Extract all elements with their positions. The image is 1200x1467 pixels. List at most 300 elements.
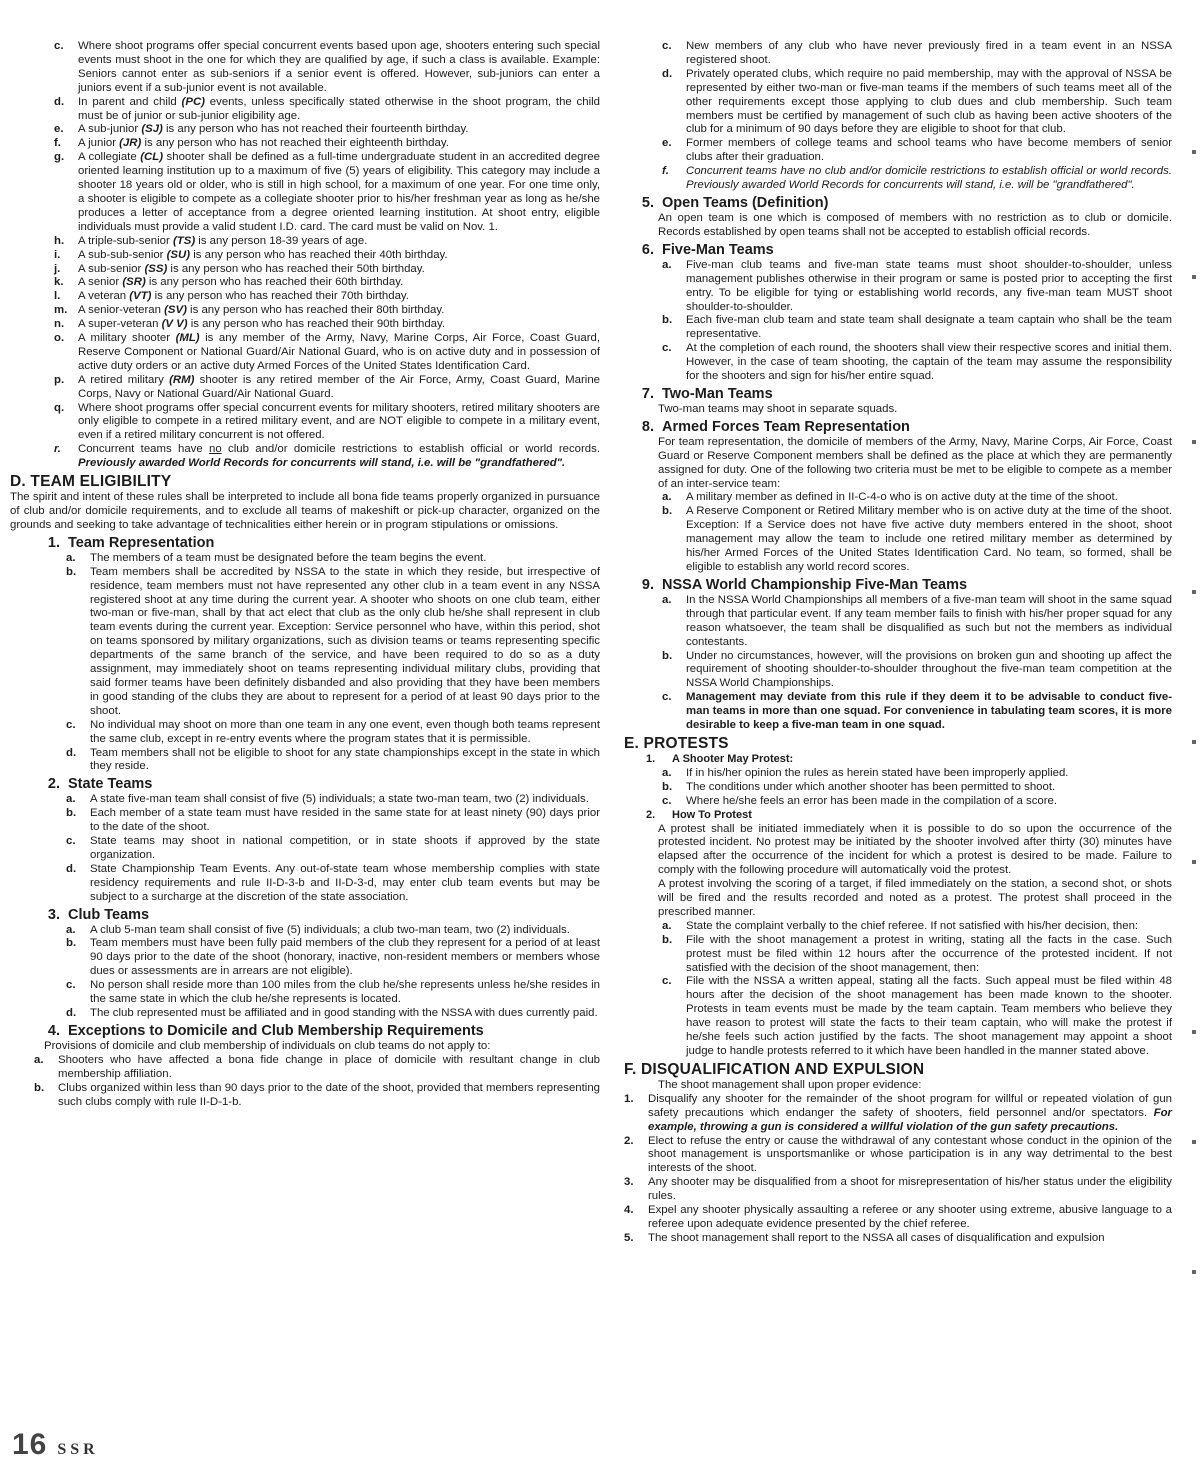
category-code: (SS) [144,262,168,275]
subsection-number: 5. [641,194,654,211]
item-label: c. [54,40,64,52]
margin-mark [1192,740,1196,744]
item-text [90,747,600,775]
item-label: g. [54,151,65,164]
text-run: A military member as defined in II-C-4-o who is on active duty at the time of the shoot. [686,491,1118,504]
item-label: 5. [624,1231,634,1244]
text-run: File with the NSSA a written appeal, stating all the facts. Such appeal must be filed within 48 hours after the decision of the shoot management has been made known to the shooter. Protests in team events must be made by the team captain. Team members who believe they have reason to protest will state the facts to their team captain, who will make the protest if he/she feels such action justified by the facts. The shoot management may appoint a shoot judge to handle protests referred to it which have been handled in the manner stated above. [686,975,1172,1057]
item-text [686,68,1172,138]
item-label: b. [34,1081,45,1094]
list-item [624,691,1172,733]
text-run: Disqualify any shooter for the remainder of the shoot program for willful or repeated violation of gun safety precautions which endanger the safety of shooters, field personnel and/or spectators. [648,1092,1172,1119]
subsection-heading [624,577,1172,594]
text-run: A club 5-man team shall consist of five (5) individuals; a club two-man team, two (2) individuals. [90,923,570,936]
list-item [10,290,600,304]
item-label: d. [66,862,77,875]
text-run: A senior [78,276,123,289]
item-label: e. [662,137,672,150]
text-run: File with the shoot management a protest in writing, stating all the facts in the case. Such protest must be filed within 12 hours after the occurrence of the protested incident. If not satisfied with the decision of the shoot management, then: [686,933,1172,974]
text-run: is any person who has reached their 90th birthday. [187,318,446,331]
minor-heading-number: 2. [646,808,656,821]
list-item [10,96,600,124]
list-item [10,807,600,835]
item-text [78,276,600,290]
category-code: (JR) [119,137,142,150]
item-text [686,795,1172,809]
item-label: r. [54,443,61,456]
text-run: A collegiate [78,151,141,164]
subsection-number: 6. [641,241,654,258]
item-text [78,304,600,318]
item-label: b. [66,937,77,950]
text-run: The club represented must be affiliated and in good standing with the NSSA with dues currently paid. [90,1007,598,1019]
item-label: 3. [624,1176,634,1189]
subsection-number: 9. [641,576,654,593]
item-label: c. [66,979,76,992]
right-column [624,40,1172,1246]
list-item [624,781,1172,795]
item-text [648,1204,1172,1232]
item-label: d. [662,67,673,80]
list-item [10,374,600,402]
item-text [686,40,1172,68]
text-run: is any person who has reached their 60th birthday. [145,276,404,289]
subsection-title: Exceptions to Domicile and Club Membership Requirements [68,1022,484,1039]
category-code: (ML) [175,332,200,345]
list-item [624,491,1172,505]
subsection-heading [10,1023,600,1040]
list-item [624,165,1172,193]
item-text [78,318,600,332]
text-run: The members of a team must be designated before the team begins the event. [90,551,487,564]
section-heading: F. DISQUALIFICATION AND EXPULSION [624,1060,925,1078]
item-label: 1. [624,1092,634,1105]
text-run: events, unless specifically stated otherwise in the shoot program, the child must be of junior or sub-junior eligibility age. [78,95,600,122]
list-item [10,304,600,318]
item-text [58,1082,600,1110]
list-item [10,263,600,277]
item-label: k. [54,276,64,289]
item-text [78,137,600,151]
paragraph: The shoot management shall upon proper evidence: [658,1078,922,1091]
item-label: a. [66,793,76,806]
list-item [10,1007,600,1021]
list-item [10,863,600,905]
text-run: A senior-veteran [78,304,165,317]
list-item [624,137,1172,165]
subsection-heading [624,419,1172,436]
text-run: A sub-junior [78,123,142,136]
item-text [78,151,600,234]
item-text [78,235,600,249]
item-label: a. [66,551,76,564]
item-text [648,1135,1172,1177]
text-run: No person shall reside more than 100 miles from the club he/she represents unless he/she resides in the same state in which the club he/she represents is located. [90,979,600,1006]
category-code: (RM) [169,373,195,386]
category-code: (SU) [166,248,191,261]
list-item [624,68,1172,138]
item-text [78,374,600,402]
margin-mark [1192,275,1196,279]
list-item [624,342,1172,384]
item-label: c. [662,794,672,807]
list-item [10,979,600,1007]
minor-heading-title: A Shooter May Protest: [672,752,794,765]
item-text [58,1054,600,1082]
minor-heading-number: 1. [646,752,656,765]
item-text [686,691,1172,733]
item-text [648,1093,1172,1135]
list-item [10,318,600,332]
item-text [90,835,600,863]
item-label: 4. [624,1204,634,1217]
text-run: is any member of the Army, Navy, Marine Corps, Air Force, Coast Guard, Reserve Component or National Guard/Air National Guard, who is on active duty and in possession of active duty orders or an active duty Armed Forces of the United States Identification Card. [78,332,600,372]
subsection-number: 7. [641,385,654,402]
page-footer [12,1428,99,1462]
subsection-title: Five-Man Teams [662,241,774,258]
item-text [686,314,1172,342]
text-run: If in his/her opinion the rules as herein stated have been improperly applied. [686,766,1069,779]
item-label: b. [662,780,673,793]
subsection-title: State Teams [68,776,153,793]
item-text [90,552,600,566]
item-label: q. [54,401,65,414]
text-run: New members of any club who have never previously fired in a team event in an NSSA registered shoot. [686,40,1172,66]
text-run: The conditions under which another shooter has been permitted to shoot. [686,780,1056,793]
subsection-title: Club Teams [68,906,150,923]
item-label: h. [54,234,65,247]
item-text [90,566,600,719]
italic-note: For example, throwing a gun is considered a willful violation of the gun safety precautions. [648,1106,1172,1133]
paragraph: A protest shall be initiated immediately when it is possible to do so upon the occurrence of the protested incident. No protest may be initiated by the shooter involved after thirty (30) minutes have elapsed after the occurrence of the incident for which a protest is desired to be made. Failure to comply with the following procedure will automatically void the protest. [658,822,1172,877]
text-run: Concurrent teams have [78,443,210,456]
text-run: At the completion of each round, the shooters shall view their respective scores and initial them. However, in the case of team shooting, the captain of the team may assume the responsibility for the shooters and sign for his/her entire squad. [686,342,1172,383]
list-item [10,40,600,96]
item-text [686,767,1172,781]
margin-mark [1192,150,1196,154]
text-run: Concurrent teams have no club and/or domicile restrictions to establish official or world records. Previously awarded World Records for concurrents will stand, i.e. will be "grandfathered". [686,165,1172,192]
margin-mark [1192,1270,1196,1274]
item-label: a. [662,258,672,271]
item-text [686,650,1172,692]
item-label: c. [66,718,76,731]
item-text [686,975,1172,1058]
item-label: c. [662,342,672,355]
text-run: A military shooter [78,332,176,345]
item-label: d. [54,95,65,108]
item-text [686,920,1172,934]
list-item [10,137,600,151]
text-run: is any person who has reached their 70th birthday. [151,290,409,303]
minor-heading [624,753,1172,767]
margin-mark [1192,860,1196,864]
item-label: n. [54,318,65,331]
item-label: d. [66,1007,77,1019]
list-item [10,747,600,775]
list-item [10,552,600,566]
page-number: 16 [12,1428,48,1461]
list-item [10,793,600,807]
list-item [624,975,1172,1058]
item-text [90,719,600,747]
list-item [624,314,1172,342]
item-text [686,781,1172,795]
text-run: In parent and child [78,95,182,108]
item-label: f. [662,165,669,178]
text-run: State teams may shoot in national competition, or in state shoots if approved by the state organization. [90,835,600,861]
text-run: Team members must have been fully paid members of the club they represent for a period of at least 90 days prior to the date of the shoot (honorary, inactive, non-resident members or members whose dues or assessments are in arrears are not eligible). [90,937,600,978]
item-label: c. [662,40,672,52]
section-heading: E. PROTESTS [624,734,729,752]
text-run: Where shoot programs offer special concurrent events based upon age, shooters entering such special events must shoot in the one for which they are qualified by age, if such a class is available. Example: Seniors cannot enter as sub-seniors if a senior event is offered. However, sub-juniors can enter a juniors event if a sub-junior event is not available. [78,40,600,94]
item-text [686,342,1172,384]
subsection-heading [624,386,1172,403]
item-label: b. [662,649,673,662]
list-item [624,650,1172,692]
text-run: Where he/she feels an error has been made in the compilation of a score. [686,794,1058,807]
item-text [686,505,1172,575]
list-item [10,249,600,263]
item-text [78,402,600,444]
text-run: shooter shall be defined as a full-time undergraduate student in an accredited degree oriented learning institution up to a maximum of five (5) years of eligibility. This category may include a shooter 18 years old or older, who is still in high school, for a maximum of one year. For one time only, a shooter is eligible to compete as a collegiate shooter prior to his/her freshman year as long as he/she produces a letter of acceptance from a degree oriented learning institution. At shoot entry, eligible individuals must provide a valid student I.D. card. The card must be valid on Nov. 1. [78,151,600,233]
subsection-title: Two-Man Teams [662,385,773,402]
category-code: (SV) [164,304,187,317]
item-label: b. [66,565,77,578]
text-run: Under no circumstances, however, will the provisions on broken gun and shooting up affect the requirement of shooting shoulder-to-shoulder throughout the five-man team competition at the NSSA World Championships. [686,649,1172,690]
item-label: 2. [624,1134,634,1147]
margin-mark [1192,440,1196,444]
item-text [648,1232,1172,1246]
text-run: A junior [78,137,120,150]
paragraph: The spirit and intent of these rules shall be interpreted to include all bona fide teams properly organized in pursuance of club and/or domicile requirements, and to exclude all teams of makeshift or pick-up character, organized on the grounds and seeking to take advantage of technicalities either herein or in program stipulations or omissions. [10,491,600,531]
category-code: (VT) [129,290,152,303]
list-item [624,767,1172,781]
subsection-title: Team Representation [68,534,215,551]
text-run: A super-veteran [78,318,162,331]
section-heading: D. TEAM ELIGIBILITY [10,473,172,491]
text-run: Each five-man club team and state team shall designate a team captain who shall be the team representative. [686,314,1172,341]
item-text [686,165,1172,193]
list-item [624,1093,1172,1135]
item-label: a. [662,919,672,932]
list-item [10,566,600,719]
text-run: Privately operated clubs, which require no paid membership, may with the approval of NSSA be represented by either two-man or five-man teams if the members of such teams meet all of the other requirements except those applying to club dues and club membership. Such team members must be certified by management of such club as having been active shooters of the club for a minimum of 90 days before they are eligible to shoot for that club. [686,67,1172,136]
text-run: A sub-senior [78,262,145,275]
text-run: A triple-sub-senior [78,234,173,247]
item-text [90,807,600,835]
text-run: Management may deviate from this rule if they deem it to be advisable to conduct five-man teams in more than one squad. For convenience in tabulating team scores, it is more desirable to keep a five-man team in one squad. [686,691,1172,732]
item-label: a. [66,923,76,936]
list-item [10,443,600,471]
item-label: b. [662,314,673,327]
text-run: The shoot management shall report to the NSSA all cases of disqualification and expulsion [648,1231,1105,1244]
item-label: d. [66,746,77,759]
list-item [10,276,600,290]
item-text [686,259,1172,315]
text-run: Where shoot programs offer special concurrent events for military shooters, retired military shooters are only eligible to compete in a retired military event, and are NOT eligible to compete in a military event, even if a retired military concurrent is not offered. [78,401,600,442]
list-item [624,934,1172,976]
item-text [78,263,600,277]
item-text [686,934,1172,976]
text-run: State the complaint verbally to the chief referee. If not satisfied with his/her decision, then: [686,919,1139,932]
item-label: b. [662,933,673,946]
item-text [78,96,600,124]
paragraph: A protest involving the scoring of a target, if filed immediately on the station, a second shot, or shots will be fired and the results recorded and noted as a protest. The protest shall proceed in the prescribed manner. [658,878,1172,918]
text-run: is any person who has not reached their eighteenth birthday. [141,137,449,150]
minor-heading [624,809,1172,823]
text-run: A Reserve Component or Retired Military member who is on active duty at the time of the shoot. Exception: If a Service does not have five active duty members entered in the shoot, shoot management may allow the team to include one retired military member as determined by his/her Armed Forces of the United States Identification Card. No team, so formed, shall be eligible to establish any world record scores. [686,505,1172,573]
subsection-heading [10,776,600,793]
list-item [624,259,1172,315]
item-label: a. [662,766,672,779]
text-run: is any person who has not reached their fourteenth birthday. [162,123,469,136]
item-label: a. [662,491,672,504]
item-text [90,979,600,1007]
text-run: is any person who has reached their 40th birthday. [190,248,448,261]
item-text [686,137,1172,165]
text-run: A veteran [78,290,130,303]
item-text [686,491,1172,505]
subsection-title: NSSA World Championship Five-Man Teams [662,576,968,593]
item-text [78,332,600,374]
item-text [648,1176,1172,1204]
text-run: club and/or domicile restrictions to establish official or world records. [221,443,600,456]
margin-mark [1192,1140,1196,1144]
text-run: A sub-sub-senior [78,248,167,261]
item-label: i. [54,248,61,261]
item-text [78,443,600,471]
paragraph: Provisions of domicile and club membership of individuals on club teams do not apply to: [44,1039,491,1052]
text-run: Clubs organized within less than 90 days prior to the date of the shoot, provided that members representing such clubs comply with rule II-D-1-b. [58,1081,600,1108]
subsection-heading [10,907,600,924]
text-run: is any person who has reached their 50th birthday. [167,262,425,275]
item-text [90,863,600,905]
subsection-title: Open Teams (Definition) [662,194,829,211]
list-item [10,402,600,444]
item-label: f. [54,137,61,150]
category-code: (SJ) [141,123,163,136]
category-code: (SR) [122,276,146,289]
italic-note: Previously awarded World Records for concurrents will stand, i.e. will be "grandfathered". [78,457,566,470]
list-item [10,937,600,979]
item-label: o. [54,332,65,345]
item-label: m. [54,304,68,317]
list-item [10,1082,600,1110]
list-item [10,924,600,938]
list-item [624,1176,1172,1204]
publication-name: SSR [57,1441,99,1458]
item-label: p. [54,373,65,386]
item-text [90,924,600,938]
text-run: Team members shall be accredited by NSSA to the state in which they reside, but irrespective of residence, team members must not have represented any other club in a team event in any NSSA registered shoot at any time during the current year. A shooter who shoots on one club team, either two-man or five-man, shall by that act elect that club as the only club he/she shall represent in club team events during the current year. Exception: Service personnel who have, within this period, shot on teams sponsored by military organizations, such as division teams or teams representing specific departments of the same branch of the service, and have been required to do so as a duty assignment, may immediately shoot on teams representing individual military clubs, providing that said former teams have been definitely disbanded and also providing that they have been members in good standing of the clubs they are about to represent for a period of at least 90 days prior to the shoot. [90,565,600,717]
list-item [624,795,1172,809]
paragraph: Two-man teams may shoot in separate squads. [658,402,898,415]
text-run: shooter is any retired member of the Air Force, Army, Coast Guard, Marine Corps, Navy or National Guard/Air National Guard. [78,373,600,400]
text-run: State Championship Team Events. Any out-of-state team whose membership complies with state residency requirements and rule II-D-3-b and II-D-3-d, may enter club team events but may be subject to a surcharge at the discretion of the state association. [90,862,600,903]
list-item [624,505,1172,575]
subsection-title: Armed Forces Team Representation [662,418,910,435]
paragraph: An open team is one which is composed of members with no restriction as to club or domicile. Records established by open teams shall not be accepted to establish official records. [658,211,1172,238]
item-text [78,123,600,137]
item-text [78,40,600,96]
list-item [10,332,600,374]
text-run: Five-man club teams and five-man state teams must shoot shoulder-to-shoulder, unless management publishes otherwise in their program or same is posted prior to accepting the first entry. To be eligible for tying or establishing world records, any five-man team MUST shoot shoulder-to-shoulder. [686,258,1172,313]
text-run: Shooters who have affected a bona fide change in place of domicile with resultant change in club membership affiliation. [58,1053,600,1080]
item-text [686,594,1172,650]
category-code: (PC) [181,95,205,108]
list-item [10,151,600,234]
category-code: (V V) [161,318,188,331]
subsection-number: 3. [47,906,60,923]
list-item [624,1204,1172,1232]
item-text [90,1007,600,1021]
subsection-heading [10,535,600,552]
list-item [10,835,600,863]
list-item [624,594,1172,650]
margin-mark [1192,1030,1196,1034]
item-label: b. [662,505,673,518]
paragraph: For team representation, the domicile of members of the Army, Navy, Marine Corps, Air Force, Coast Guard or Reserve Component members shall be defined as the place at which they are permanently assigned for duty. One of the following two criteria must be met to be eligible to compete as a member of an inter-service team: [658,435,1172,490]
text-run: is any person who has reached their 80th birthday. [186,304,445,317]
item-text [78,290,600,304]
list-item [624,40,1172,68]
list-item [10,1054,600,1082]
category-code: (TS) [172,234,196,247]
item-label: c. [662,975,672,988]
left-column [10,40,600,1109]
subsection-number: 8. [641,418,654,435]
subsection-heading [624,242,1172,259]
text-run: Former members of college teams and school teams who have become members of senior clubs after their graduation. [686,137,1172,164]
subsection-number: 4. [47,1022,60,1039]
item-text [78,249,600,263]
item-label: c. [66,835,76,848]
subsection-number: 1. [47,534,60,551]
text-run: Each member of a state team must have resided in the same state for at least ninety (90) days prior to the date of the shoot. [90,807,600,834]
list-item [10,123,600,137]
item-label: a. [662,593,672,606]
list-item [10,235,600,249]
underlined-word: no [209,443,222,456]
text-run: is any person 18-39 years of age. [195,234,368,247]
subsection-number: 2. [47,776,60,793]
item-label: b. [66,807,77,820]
text-run: No individual may shoot on more than one team in any one event, even though both teams represent the same club, except in re-entry events where the program states that it is permissible. [90,718,600,745]
text-run: Any shooter may be disqualified from a shoot for misrepresentation of his/her status under the eligibility rules. [648,1176,1172,1203]
item-label: j. [54,262,61,275]
text-run: Team members shall not be eligible to shoot for any state championships except in the state in which they reside. [90,746,600,773]
text-run: Expel any shooter physically assaulting a referee or any shooter using extreme, abusive language to a referee upon adequate evidence presented by the chief referee. [648,1204,1172,1230]
list-item [10,719,600,747]
text-run: A retired military [78,373,170,386]
item-label: a. [34,1053,44,1066]
list-item [624,1135,1172,1177]
text-run: Elect to refuse the entry or cause the withdrawal of any contestant whose conduct in the opinion of the shoot management is unsportsmanlike or whose participation is in any way detrimental to the best interests of the shoot. [648,1134,1172,1175]
item-text [90,937,600,979]
text-run: A state five-man team shall consist of five (5) individuals; a state two-man team, two (2) individuals. [90,793,589,806]
minor-heading-title: How To Protest [672,808,752,821]
item-label: l. [54,290,61,303]
margin-mark [1192,590,1196,594]
item-label: e. [54,123,64,136]
item-text [90,793,600,807]
text-run: In the NSSA World Championships all members of a five-man team will shoot in the same squad through that particular event. If any team member fails to finish with his/her proper squad for any reason whatsoever, the team shall be disqualified as such but not the members as individual contestants. [686,593,1172,648]
list-item [624,920,1172,934]
item-label: c. [662,691,672,704]
category-code: (CL) [140,151,163,164]
subsection-heading [624,195,1172,212]
list-item [624,1232,1172,1246]
